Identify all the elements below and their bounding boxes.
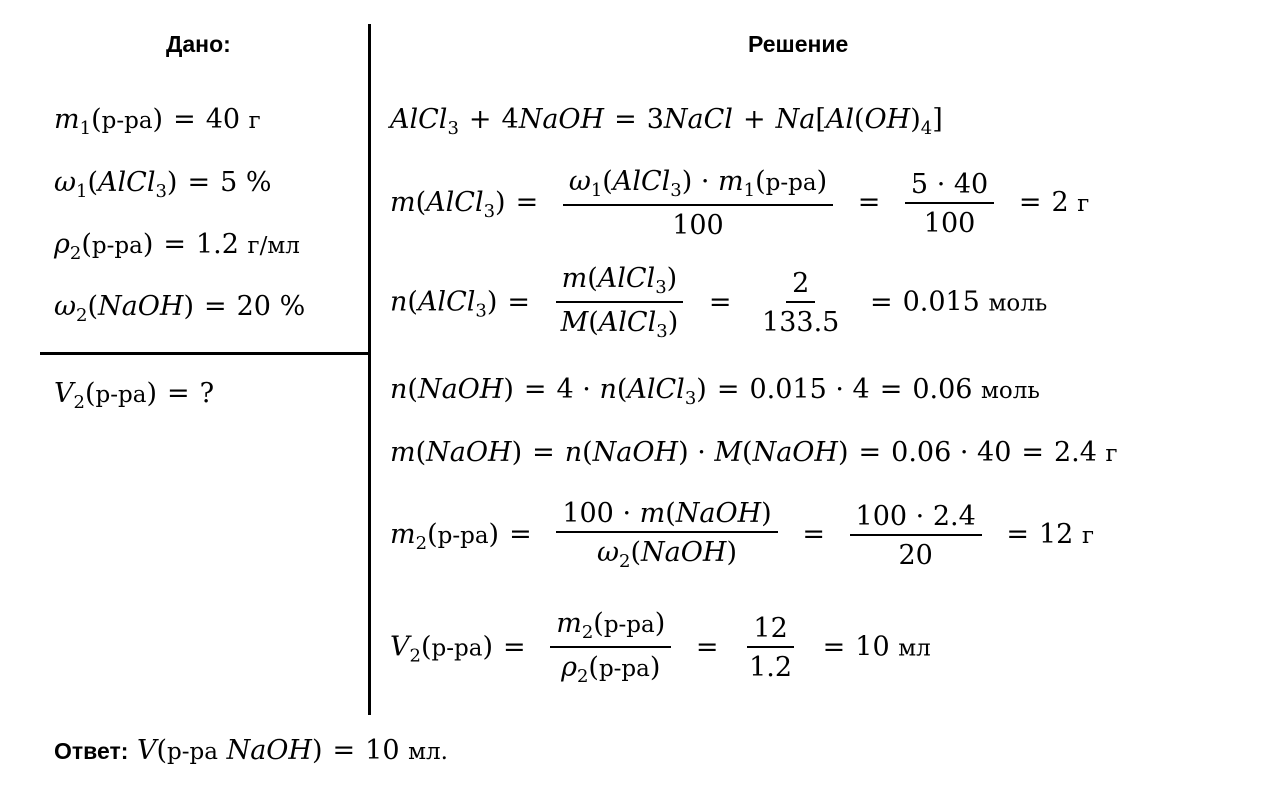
- mass-solution2-formula: $m_2(р-ра)$ = $\frac{\text{100 · m(NaOH)}}{\omega_2(NaOH)}$ = $\frac{100 \cdot 2.4}{20}$ = 12 г: [390, 498, 1095, 572]
- volume-solution2-formula: $V_2(р-ра)$ = $\frac{m_2(р-ра)}{\rho_2(р-ра)}$ = $\frac{12}{1.2}$ = 10 мл: [390, 608, 931, 687]
- given-m1: $m_1(р-ра) = 40$ г: [54, 104, 261, 139]
- mass-naoh-formula: m(NaOH) = n(NaOH) · M(NaOH) = 0.06 · 40 = 2.4 г: [390, 437, 1118, 468]
- given-rho2: $\rho_2(р-ра) = 1.2$ г/мл: [54, 229, 300, 264]
- given-w2: $\omega_2(NaOH) = 20$ %: [54, 291, 306, 326]
- moles-alcl3-formula: n(AlCl$_3$) = $\frac{m(AlCl_3)}{M(AlCl_3)}$ = $\frac{2}{133.5}$ = 0.015 моль: [390, 263, 1048, 342]
- find-v2: $V_2(р-ра)$ = ?: [54, 378, 215, 413]
- vertical-divider: [368, 24, 371, 715]
- solution-header: Решение: [748, 31, 849, 57]
- answer-label: Ответ:: [54, 738, 129, 764]
- moles-naoh-formula: n(NaOH) = 4 · n(AlCl$_3$) = 0.015 · 4 = 0.06 моль: [390, 374, 1040, 409]
- horizontal-divider: [40, 352, 370, 355]
- given-header: Дано:: [166, 31, 231, 57]
- answer-line: Ответ: V(р-ра NaOH) = 10 мл.: [54, 735, 448, 766]
- reaction-equation: AlCl$_3$ + 4NaOH = 3NaCl + $Na[Al(OH)_4]$: [390, 104, 943, 139]
- given-w1: $\omega_1(AlCl_3) = 5$ %: [54, 167, 272, 202]
- mass-alcl3-formula: m(AlCl$_3$) = $\frac{\omega_1(AlCl_3) \cdot m_1(р-ра)}{100}$ = $\frac{5 \cdot 40}{100}$ = 2 г: [390, 166, 1090, 241]
